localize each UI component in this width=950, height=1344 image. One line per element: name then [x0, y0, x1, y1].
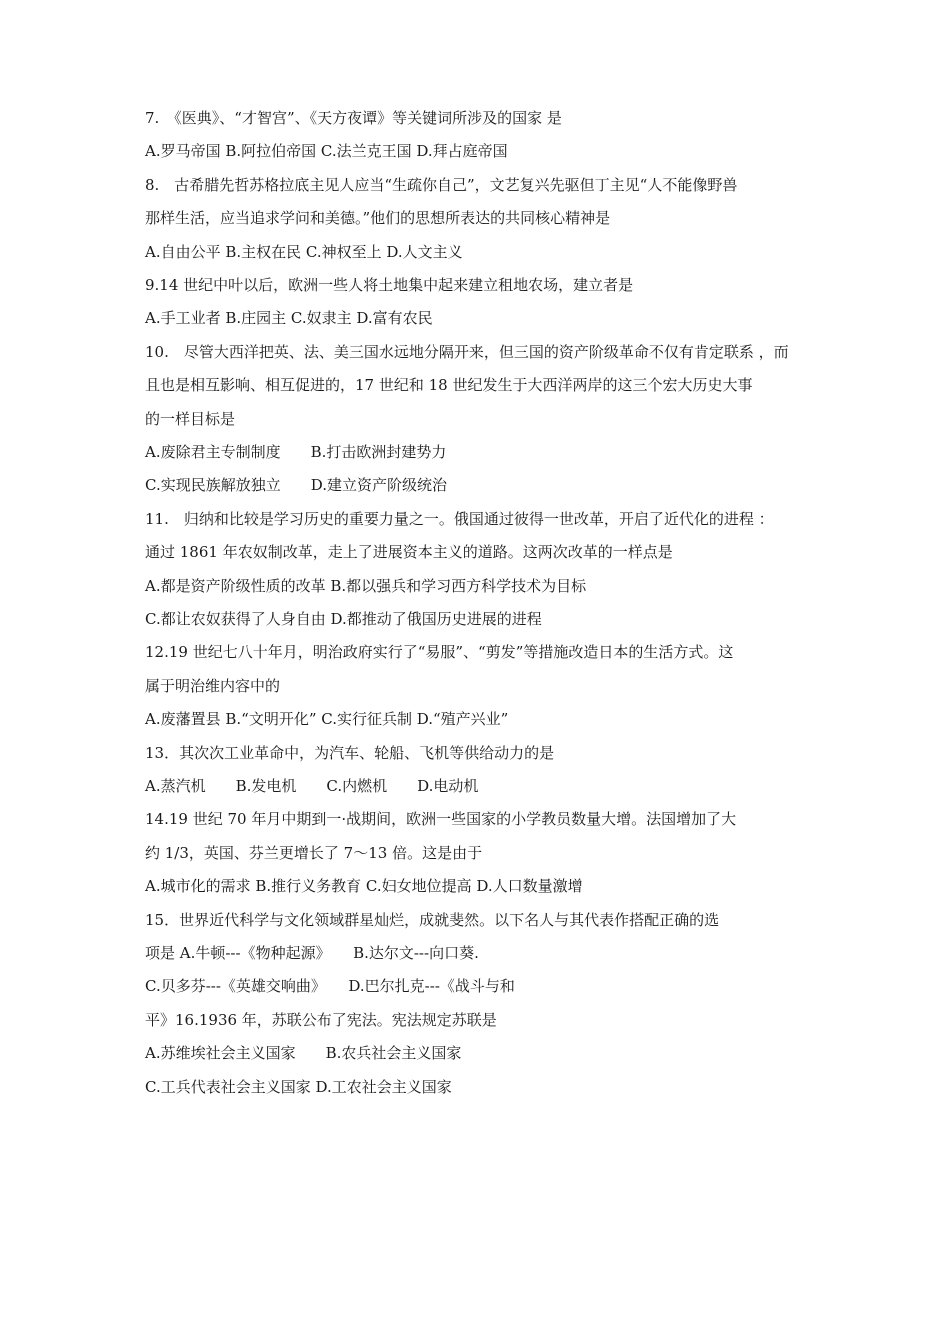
text-line: A.蒸汽机 B.发电机 C.内燃机 D.电动机: [145, 777, 479, 795]
text-line: 12.19 世纪七八十年月，明治政府实行了“易服”、“剪发”等措施改造日本的生活方式。这: [145, 643, 734, 662]
text-line: 通过 1861 年农奴制改革，走上了进展资本主义的道路。这两次改革的一样点是: [145, 543, 673, 562]
text-line: A.罗马帝国 B.阿拉伯帝国 C.法兰克王国 D.拜占庭帝国: [145, 142, 508, 161]
text-line: 的一样目标是: [145, 409, 236, 428]
text-line: C.工兵代表社会主义国家 D.工农社会主义国家: [145, 1077, 452, 1096]
text-line: 15．世界近代科学与文化领域群星灿烂，成就斐然。以下名人与其代表作搭配正确的选: [145, 910, 720, 929]
text-line: 属于明治维内容中的: [145, 676, 281, 695]
text-line: 14.19 世纪 70 年月中期到一·战期间，欧洲一些国家的小学教员数量大增。法国增加了大: [145, 810, 737, 829]
text-line: 平》16.1936 年，苏联公布了宪法。宪法规定苏联是: [145, 1010, 497, 1029]
text-line: C.实现民族解放独立 D.建立资产阶级统治: [145, 476, 447, 495]
text-line: 7. 《医典》、“才智宫”、《天方夜谭》等关键词所涉及的国家 是: [145, 109, 562, 127]
text-line: 且也是相互影响、相互促进的，17 世纪和 18 世纪发生于大西洋两岸的这三个宏大历史大事: [145, 376, 753, 395]
text-line: C.贝多芬---《英雄交响曲》 D.巴尔扎克---《战斗与和: [145, 977, 515, 996]
text-line: 11. 归纳和比较是学习历史的重要力量之一。俄国通过彼得一世改革，开启了近代化的进程 ：: [145, 509, 774, 528]
text-line: 那样生活，应当追求学问和美德。”他们的思想所表达的共同核心精神是: [145, 209, 611, 228]
text-line: A.苏维埃社会主义国家 B.农兵社会主义国家: [145, 1044, 462, 1063]
text-line: A.自由公平 B.主权在民 C.神权至上 D.人文主义: [145, 242, 463, 261]
text-line: 9.14 世纪中叶以后，欧洲一些人将土地集中起来建立租地农场，建立者是: [145, 276, 634, 294]
text-line: 13．其次次工业革命中，为汽车、轮船、飞机等供给动力的是: [145, 743, 555, 762]
text-line: A.手工业者 B.庄园主 C.奴隶主 D.富有农民: [145, 309, 433, 328]
text-line: A.废藩置县 B.“文明开化” C.实行征兵制 D.“殖产兴业”: [145, 710, 509, 729]
text-line: A.废除君主专制制度 B.打击欧洲封建势力: [145, 443, 447, 461]
text-line: A.都是资产阶级性质的改革 B.都以强兵和学习西方科学技术为目标: [145, 576, 587, 595]
text-line: C.都让农奴获得了人身自由 D.都推动了俄国历史进展的进程: [145, 610, 542, 628]
text-line: 8. 古希腊先哲苏格拉底主见人应当“生疏你自己”，文艺复兴先驱但丁主见“人不能像野兽: [145, 175, 738, 194]
text-line: 10. 尽管大西洋把英、法、美三国水远地分隔开来，但三国的资产阶级革命不仅有肯定联系 ，而: [145, 342, 789, 361]
text-line: 项是 A.牛顿---《物种起源》 B.达尔文---向口葵.: [145, 944, 479, 962]
text-line: A.城市化的需求 B.推行义务教育 C.妇女地位提高 D.人口数量激增: [145, 877, 583, 896]
text-line: 约 1/3，英国、芬兰更增长了 7～13 倍。这是由于: [145, 843, 483, 862]
